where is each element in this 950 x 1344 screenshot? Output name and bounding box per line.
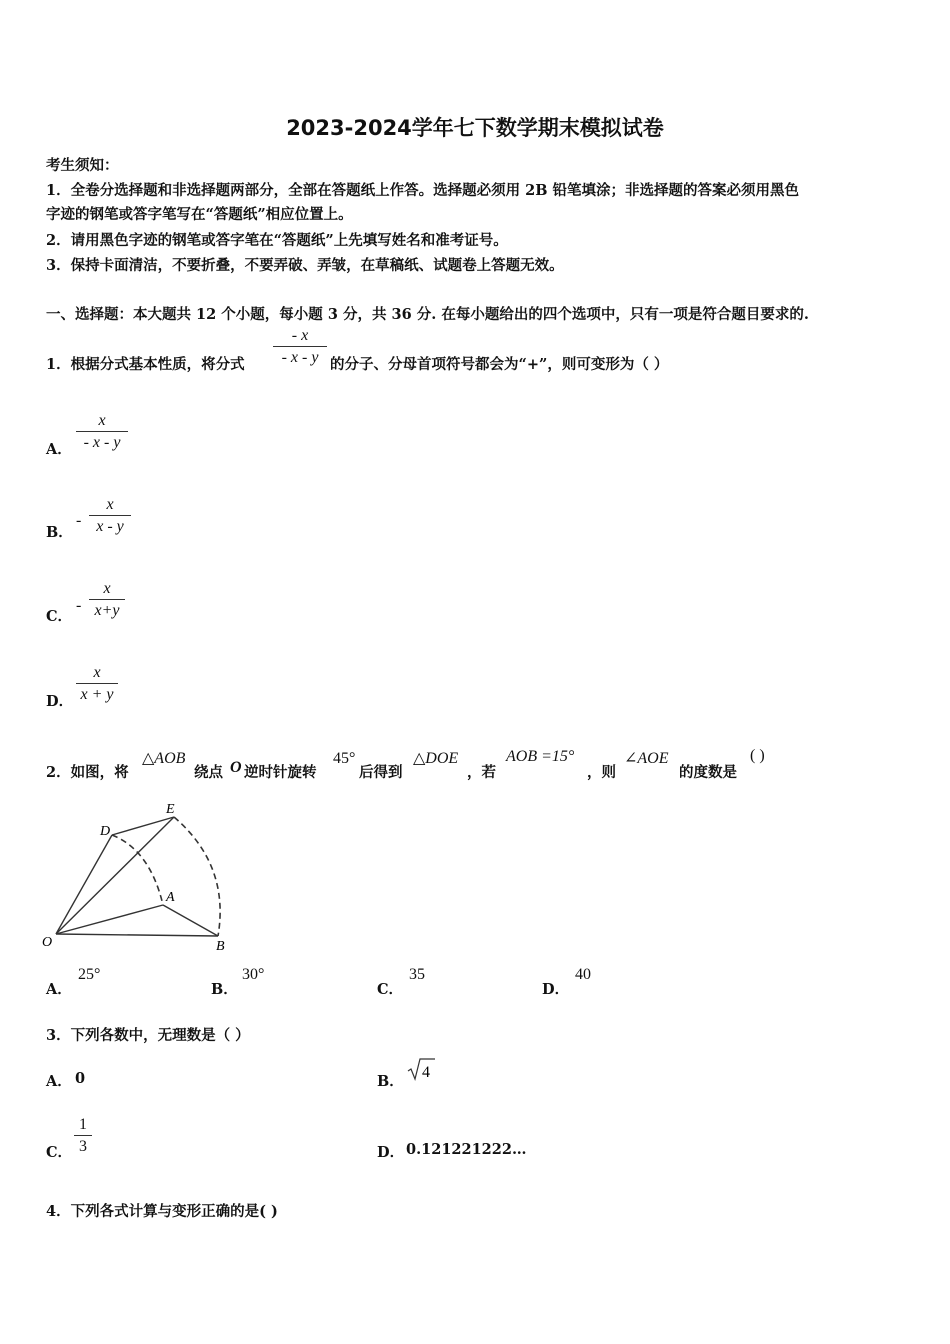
q2-triangle-doe: △DOE: [413, 750, 459, 767]
notice-line-1a: 1．全卷分选择题和非选择题两部分，全部在答题纸上作答。选择题必须用 2B 铅笔填涂；非选择题的答案必须用黑色: [46, 182, 800, 199]
q1-option-a-den: - x - y: [83, 434, 121, 451]
q2-answer-paren: ( ): [750, 747, 765, 764]
q2-figure-label-e: E: [166, 802, 175, 817]
q2-angle-aoe: ∠AOE: [624, 750, 669, 767]
q3-stem: 3．下列各数中，无理数是（ ）: [46, 1027, 250, 1044]
q3-option-c-fraction: [74, 1116, 92, 1156]
q1-option-d-fraction: [76, 664, 118, 704]
q2-condition: AOB =15°: [506, 748, 575, 765]
notice-line-2: 2．请用黑色字迹的钢笔或答字笔在“答题纸”上先填写姓名和准考证号。: [46, 232, 508, 249]
q3-option-a-value: 0: [75, 1070, 86, 1087]
q1-prefix: 1．根据分式基本性质，将分式: [46, 356, 245, 373]
q2-degree-45: 45°: [333, 750, 356, 767]
q1-option-a-fraction: [76, 412, 128, 452]
q1-suffix: 的分子、分母首项符号都会为“+”，则可变形为（ ）: [330, 356, 669, 373]
q2-triangle-aob: △AOB: [142, 750, 186, 767]
q1-option-c-den: x+y: [94, 602, 120, 619]
q1-fraction: [273, 327, 327, 367]
q2-option-a-label[interactable]: A．: [46, 981, 72, 998]
q2-figure-label-a: A: [166, 890, 175, 905]
q2-option-b-label[interactable]: B．: [211, 981, 238, 998]
q3-option-d-value: 0.121221222…: [406, 1141, 527, 1158]
q1-option-a-label[interactable]: A．: [46, 441, 72, 458]
q2-option-d-value: 40: [575, 966, 591, 983]
q1-option-b-fraction: [89, 496, 131, 536]
q2-point-o: O: [230, 759, 242, 776]
q1-option-b-sign: -: [76, 512, 82, 529]
q2-option-c-label[interactable]: C．: [377, 981, 404, 998]
q2-figure-label-d: D: [100, 824, 111, 839]
q3-option-c-den: 3: [79, 1138, 87, 1155]
q1-option-c-sign: -: [76, 597, 82, 614]
q1-option-d-den: x + y: [80, 686, 114, 703]
q3-option-a-label[interactable]: A．: [46, 1073, 72, 1090]
q1-option-b-den: x - y: [96, 518, 124, 535]
q2-part-4: 后得到: [359, 764, 403, 781]
q1-option-a-num: x: [98, 412, 106, 429]
q1-option-c-label[interactable]: C．: [46, 608, 73, 625]
page-title: 2023-2024学年七下数学期末模拟试卷: [286, 116, 664, 140]
notice-heading: 考生须知：: [46, 157, 119, 174]
q3-sqrt-symbol: [406, 1056, 436, 1082]
q2-option-c-value: 35: [409, 966, 425, 983]
q2-figure-label-b: B: [216, 939, 225, 954]
q1-fraction-numerator: - x: [291, 327, 309, 344]
q3-option-c-num: 1: [79, 1116, 87, 1133]
q2-part-6: ，则: [587, 764, 616, 781]
q3-option-d-label[interactable]: D．: [377, 1144, 405, 1161]
notice-line-3: 3．保持卡面清洁，不要折叠，不要弄破、弄皱，在草稿纸、试题卷上答题无效。: [46, 257, 564, 274]
q1-option-c-num: x: [103, 580, 111, 597]
q4-stem: 4．下列各式计算与变形正确的是( ): [46, 1203, 278, 1220]
q2-part-1: 2．如图，将: [46, 764, 129, 781]
q2-part-2: 绕点: [194, 764, 223, 781]
section-heading: 一、选择题：本大题共 12 个小题，每小题 3 分，共 36 分. 在每小题给出的四个选项中，只有一项是符合题目要求的.: [46, 306, 809, 323]
q2-figure-label-o: O: [42, 935, 53, 950]
q2-rotation-figure: [40, 795, 240, 960]
q2-part-5: ，若: [467, 764, 496, 781]
q2-option-d-label[interactable]: D．: [542, 981, 570, 998]
notice-line-1b: 字迹的钢笔或答字笔写在“答题纸”相应位置上。: [46, 206, 353, 223]
q2-option-a-value: 25°: [78, 966, 101, 983]
q1-option-b-label[interactable]: B．: [46, 524, 73, 541]
q2-part-3: 逆时针旋转: [244, 764, 317, 781]
q1-option-c-fraction: [89, 580, 125, 620]
q1-option-b-num: x: [106, 496, 114, 513]
q1-option-d-label[interactable]: D．: [46, 693, 74, 710]
q1-option-d-num: x: [93, 664, 101, 681]
q3-option-c-label[interactable]: C．: [46, 1144, 73, 1161]
q3-option-b-value: 4: [422, 1064, 430, 1081]
q3-option-b-label[interactable]: B．: [377, 1073, 404, 1090]
q1-fraction-denominator: - x - y: [281, 349, 319, 366]
q2-part-7: 的度数是: [679, 764, 737, 781]
q2-option-b-value: 30°: [242, 966, 265, 983]
